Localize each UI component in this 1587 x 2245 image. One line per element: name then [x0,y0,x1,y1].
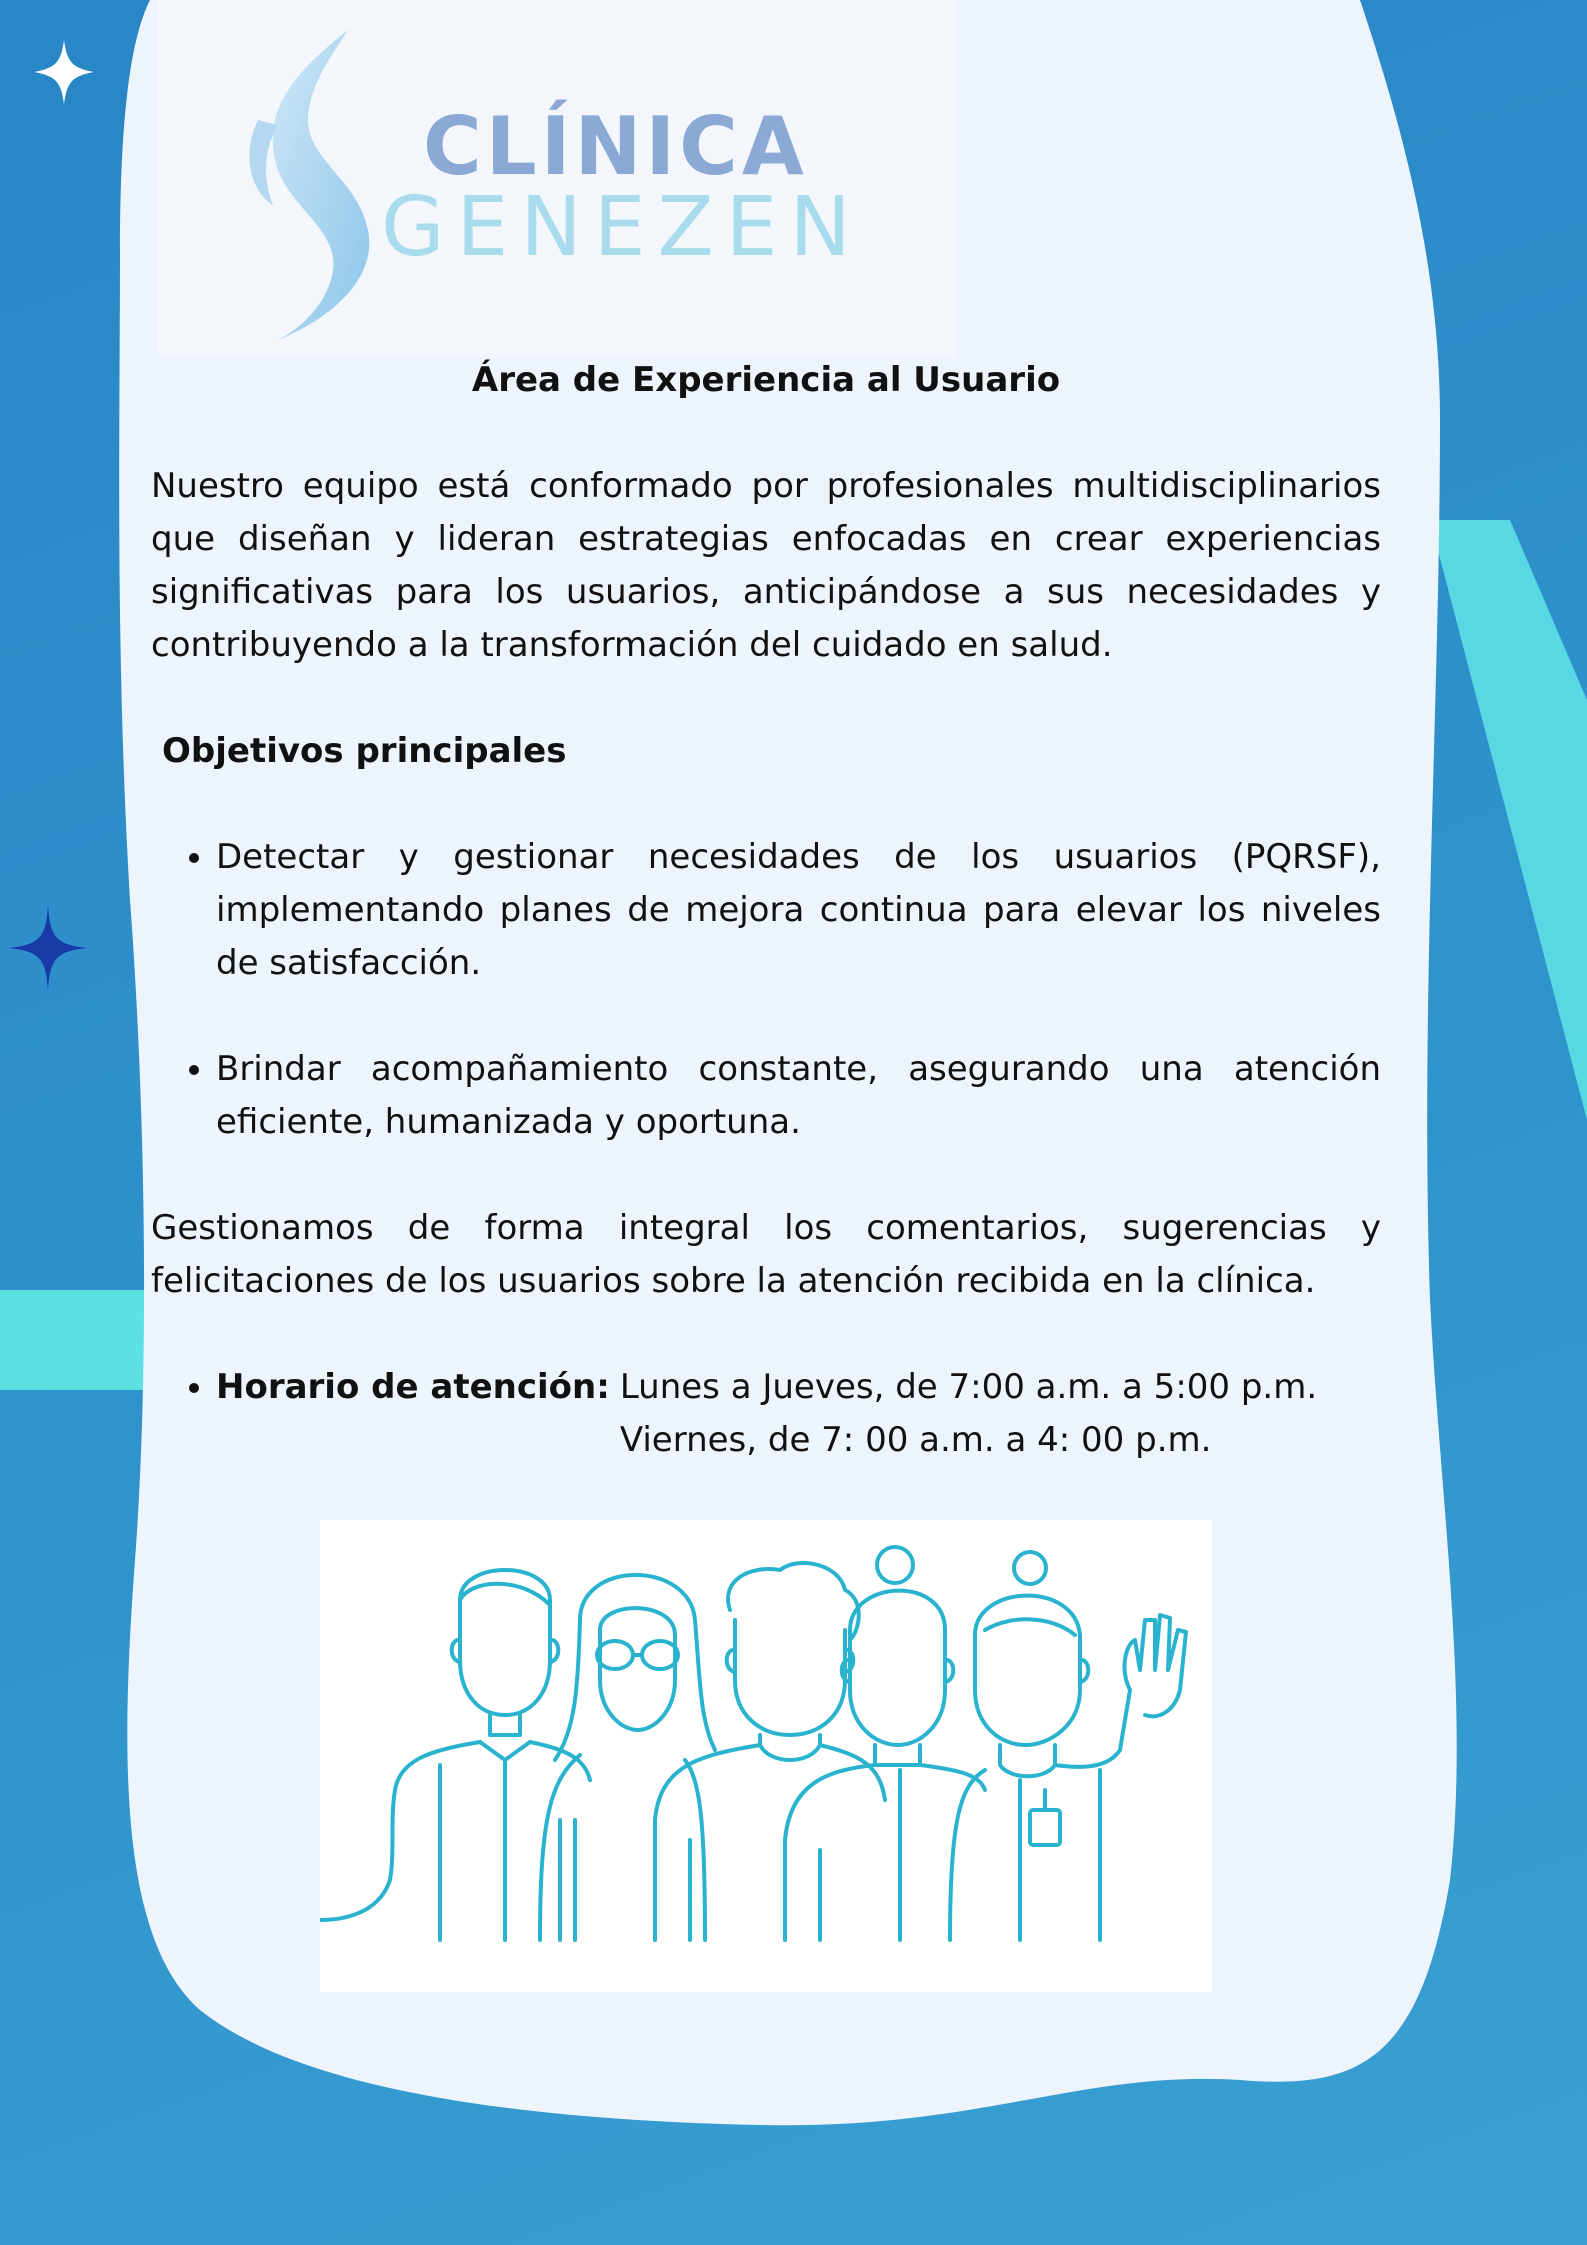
management-paragraph: Gestionamos de forma integral los comentarios, sugerencias y felicitaciones de los usuarios sobre la atención recibida en la clínica. [151,1208,1381,1301]
clinic-logo [158,0,956,357]
logo-text-genezen: GENEZEN [381,180,863,275]
intro-paragraph: Nuestro equipo está conformado por profesionales multidisciplinarios que diseñan y lideran estrategias enfocadas en crear experiencias significativas para los usuarios, anticipándose a sus necesidades y contribuyendo a la transformación del cuidado en salud. [151,466,1381,665]
team-illustration [320,1520,1212,1992]
objective-item: • Detectar y gestionar necesidades de los usuarios (PQRSF), implementando planes de mejora continua para elevar los niveles de satisfacción. [216,831,1381,990]
hours-friday: Viernes, de 7: 00 a.m. a 4: 00 p.m. [619,1420,1212,1460]
sparkle-icon-white [34,40,94,104]
hours-label: • Horario de atención: [216,1367,610,1407]
document-body [151,354,1381,1467]
logo-text-clinica: CLÍNICA [423,100,808,193]
hands-logo-icon [238,30,388,340]
sparkle-icon-blue [8,905,88,991]
hours-list [151,1361,1381,1467]
objective-item: • Brindar acompañamiento constante, asegurando una atención eficiente, humanizada y oportuna. [216,1043,1381,1149]
hours-item [216,1361,1381,1467]
page-title: Área de Experiencia al Usuario [471,360,1061,400]
objectives-list [151,831,1381,1149]
hours-weekdays: Lunes a Jueves, de 7:00 a.m. a 5:00 p.m. [619,1367,1318,1407]
team-people-icon [320,1520,1212,1992]
objectives-heading: Objetivos principales [162,731,567,771]
